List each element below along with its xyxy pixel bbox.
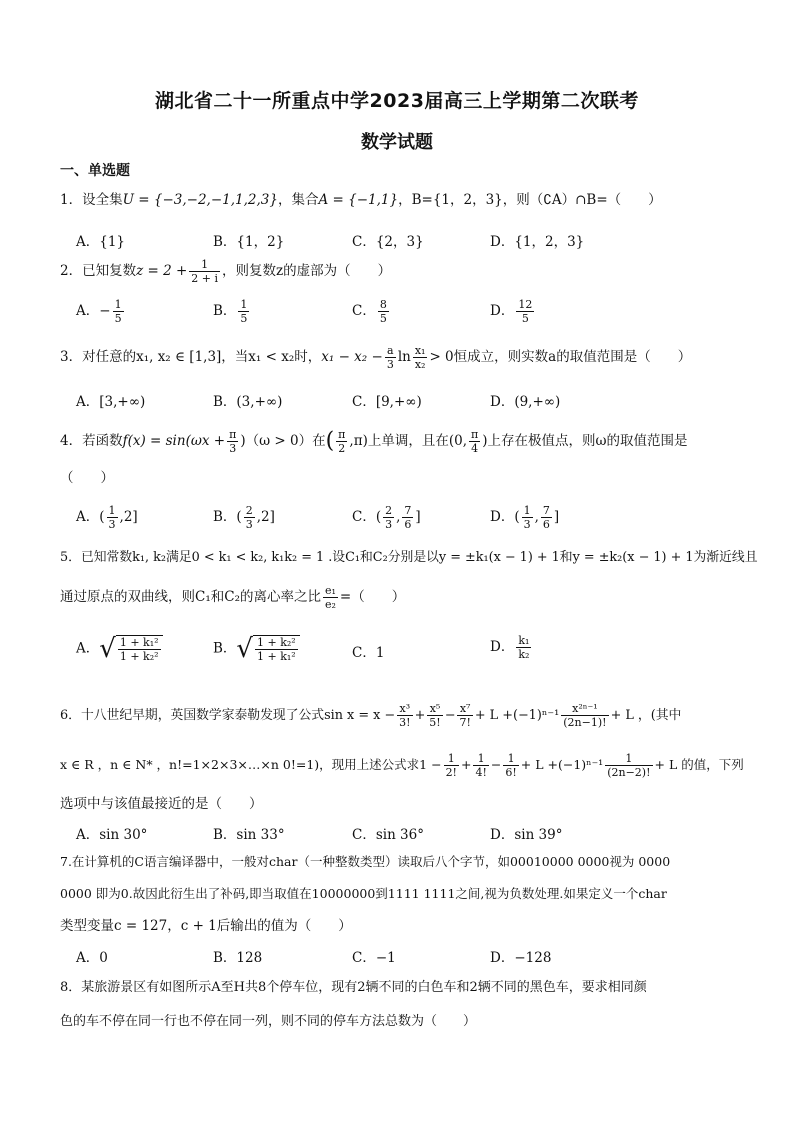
q4-option-a: A．( $\frac{1}{3}$ ,2] xyxy=(76,504,138,531)
q1-option-d: D．{1，2，3} xyxy=(490,234,585,250)
exam-subtitle: 数学试题 xyxy=(361,132,433,153)
q3-option-c: C．[9,+∞) xyxy=(352,394,422,410)
q2-option-d: D． $\frac{12}{5}$ xyxy=(490,298,533,325)
q7-option-a: A．0 xyxy=(76,950,108,966)
q7-line-2: 0000 即为0.故因此衍生出了补码,即当取值在10000000到1111 1111之间,视为负数处理.如果定义一个char xyxy=(60,886,667,901)
q5-option-a: A．√ $\frac{\text{1 + k₁²}}{\text{1 + k₂²}}$ xyxy=(76,634,163,664)
q6-option-b: B．sin 33° xyxy=(213,827,285,843)
q3-option-d: D．(9,+∞) xyxy=(490,394,561,410)
q7-option-b: B．128 xyxy=(213,950,263,966)
q1-option-b: B．{1，2} xyxy=(213,234,285,250)
section-heading: 一、单选题 xyxy=(60,163,130,179)
q5-line-2: 通过原点的双曲线，则C₁和C₂的离心率之比 $\frac{\text{e₁}}{\text{e₂}}$ =（ ） xyxy=(60,584,406,611)
q1-option-a: A．{1} xyxy=(76,234,126,250)
q3-option-a: A．[3,+∞) xyxy=(76,394,146,410)
q2-option-a: A．− $\frac{1}{5}$ xyxy=(76,298,122,325)
question-1: 1．设全集U = {−3,−2,−1,1,2,3}，集合A = {−1,1}，B={1，2，3}，则（∁A）∩B=（ ） xyxy=(60,192,662,208)
question-4: 4．若函数f(x) = sin(ωx + $\frac{\pi}{3}$ )（ω > 0）在( $\frac{\pi}{2}$ ,π)上单调，且在(0, $\frac{\pi}{4}$ )上存在极值点，则ω的取值范围是 xyxy=(60,428,688,455)
q7-option-c: C．−1 xyxy=(352,950,396,966)
q2-option-b: B． $\frac{1}{5}$ xyxy=(213,298,248,325)
question-8: 8．某旅游景区有如图所示A至H共8个停车位，现有2辆不同的白色车和2辆不同的黑色车，要求相同颜 xyxy=(60,980,647,995)
q4-paren: （ ） xyxy=(60,470,114,486)
q5-option-d: D． $\frac{\text{k₁}}{\text{k₂}}$ xyxy=(490,634,530,661)
q4-option-d: D．( $\frac{1}{3}$ , $\frac{7}{6}$ ] xyxy=(490,504,560,531)
question-5: 5．已知常数k₁, k₂满足0 < k₁ < k₂, k₁k₂ = 1 .设C₁和C₂分别是以y = ±k₁(x − 1) + 1和y = ±k₂(x − 1) + 1为渐近线且 xyxy=(60,550,758,565)
q6-line-3: 选项中与该值最接近的是（ ） xyxy=(60,796,263,812)
q8-line-2: 色的车不停在同一行也不停在同一列，则不同的停车方法总数为（ ） xyxy=(60,1014,477,1029)
q6-option-c: C．sin 36° xyxy=(352,827,424,843)
question-2: 2．已知复数z = 2 + $\frac{1}{2 + i}$ ，则复数z的虚部为（ ） xyxy=(60,258,392,285)
question-3: 3．对任意的x₁, x₂ ∈ [1,3]，当x₁ < x₂时，x₁ − x₂ − $\frac{a}{3}$ ln $\frac{\text{x₁}}{\text{x₂}}$ > 0恒成立，则实数a的取值范围是（ ） xyxy=(60,344,692,371)
q7-option-d: D．−128 xyxy=(490,950,552,966)
q6-option-d: D．sin 39° xyxy=(490,827,563,843)
q5-option-b: B．√ $\frac{\text{1 + k₂²}}{\text{1 + k₁²}}$ xyxy=(213,634,300,664)
q3-option-b: B．(3,+∞) xyxy=(213,394,283,410)
q5-option-c: C．1 xyxy=(352,645,385,661)
question-7: 7.在计算机的C语言编译器中，一般对char（一种整数类型）读取后八个字节，如00010000 0000视为 0000 xyxy=(60,854,671,869)
q4-option-b: B．( $\frac{2}{3}$ ,2] xyxy=(213,504,275,531)
fraction: $\frac{1}{2 + i}$ xyxy=(191,258,219,285)
q6-line-2: x ∈ R ，n ∈ N* ，n!=1×2×3×…×n 0!=1)，现用上述公式求1 − $\frac{1}{2!}$ + $\frac{1}{4!}$ − $\frac{1}{6!}$ + L +(−1)ⁿ⁻¹ $\frac{1}{(2n-2)!}$ + L 的值，下列 xyxy=(60,752,744,779)
q7-line-3: 类型变量c = 127，c + 1后输出的值为（ ） xyxy=(60,918,352,934)
q1-option-c: C．{2，3} xyxy=(352,234,424,250)
question-6: 6．十八世纪早期，英国数学家泰勒发现了公式sin x = x − $\frac{\text{x³}}{3!}$ + $\frac{\text{x⁵}}{5!}$ − $\frac{\text{x⁷}}{7!}$ + L +(−1)ⁿ⁻¹ $\frac{\text{x²ⁿ⁻¹}}{(2n-1)!}$ + L ，(其中 xyxy=(60,702,682,729)
exam-title: 湖北省二十一所重点中学2023届高三上学期第二次联考 xyxy=(155,90,639,112)
q2-option-c: C． $\frac{8}{5}$ xyxy=(352,298,387,325)
q6-option-a: A．sin 30° xyxy=(76,827,148,843)
q4-option-c: C．( $\frac{2}{3}$ , $\frac{7}{6}$ ] xyxy=(352,504,421,531)
